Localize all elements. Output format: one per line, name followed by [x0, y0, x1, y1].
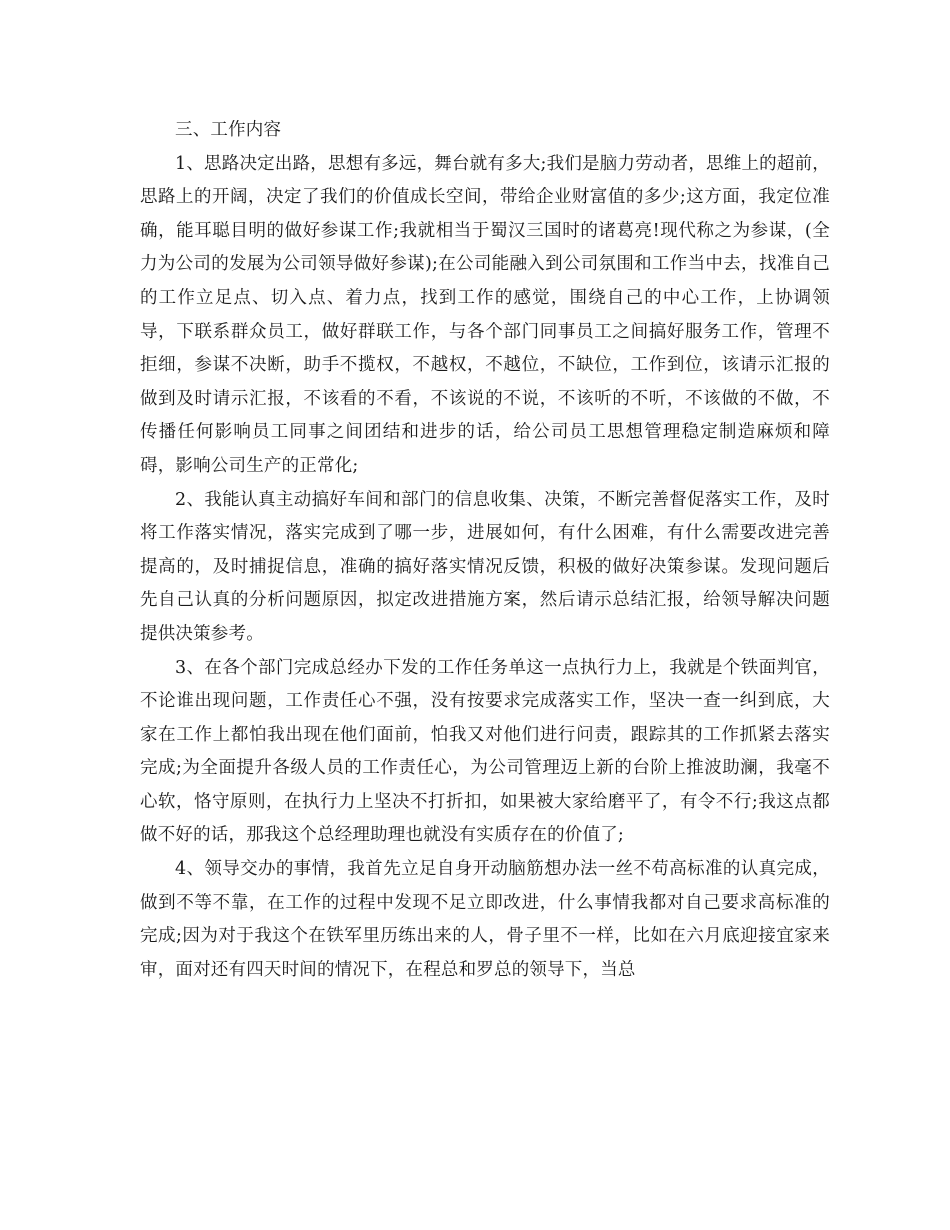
section-heading: 三、工作内容 — [175, 120, 282, 140]
paragraph-4: 4、领导交办的事情，我首先立足自身开动脑筋想办法一丝不苟高标准的认真完成，做到不等不靠，在工作的过程中发现不足立即改进，什么事情我都对自己要求高标准的完成;因为对于我这个在铁军里历练出来的人，骨子里不一样，比如在六月底迎接宜家来审，面对还有四天时间的情况下，在程总和罗总的领导下，当总 — [140, 859, 830, 980]
paragraph-1: 1、思路决定出路，思想有多远，舞台就有多大;我们是脑力劳动者，思维上的超前，思路上的开阔，决定了我们的价值成长空间，带给企业财富值的多少;这方面，我定位准确，能耳聪目明的做好参谋工作;我就相当于蜀汉三国时的诸葛亮!现代称之为参谋，(全力为公司的发展为公司领导做好参谋);在公司能融入到公司氛围和工作当中去，找准自己的工作立足点、切入点、着力点，找到工作的感觉，围绕自己的中心工作，上协调领导，下联系群众员工，做好群联工作，与各个部门同事员工之间搞好服务工作，管理不拒细，参谋不决断，助手不揽权，不越权，不越位，不缺位，工作到位，该请示汇报的做到及时请示汇报，不该看的不看，不该说的不说，不该听的不听，不该做的不做，不传播任何影响员工同事之间团结和进步的话，给公司员工思想管理稳定制造麻烦和障碍，影响公司生产的正常化; — [140, 153, 830, 476]
paragraph-3: 3、在各个部门完成总经办下发的工作任务单这一点执行力上，我就是个铁面判官，不论谁出现问题，工作责任心不强，没有按要求完成落实工作，坚决一查一纠到底，大家在工作上都怕我出现在他们面前，怕我又对他们进行问责，跟踪其的工作抓紧去落实完成;为全面提升各级人员的工作责任心，为公司管理迈上新的台阶上推波助澜，我毫不心软，恪守原则，在执行力上坚决不打折扣，如果被大家给磨平了，有令不行;我这点都做不好的话，那我这个总经理助理也就没有实质存在的价值了; — [140, 657, 830, 846]
paragraph-2: 2、我能认真主动搞好车间和部门的信息收集、决策，不断完善督促落实工作，及时将工作落实情况，落实完成到了哪一步，进展如何，有什么困难，有什么需要改进完善提高的，及时捕捉信息，准确的搞好落实情况反馈，积极的做好决策参谋。发现问题后先自己认真的分析问题原因，拟定改进措施方案，然后请示总结汇报，给领导解决问题提供决策参考。 — [140, 489, 830, 644]
document-body — [140, 114, 830, 987]
